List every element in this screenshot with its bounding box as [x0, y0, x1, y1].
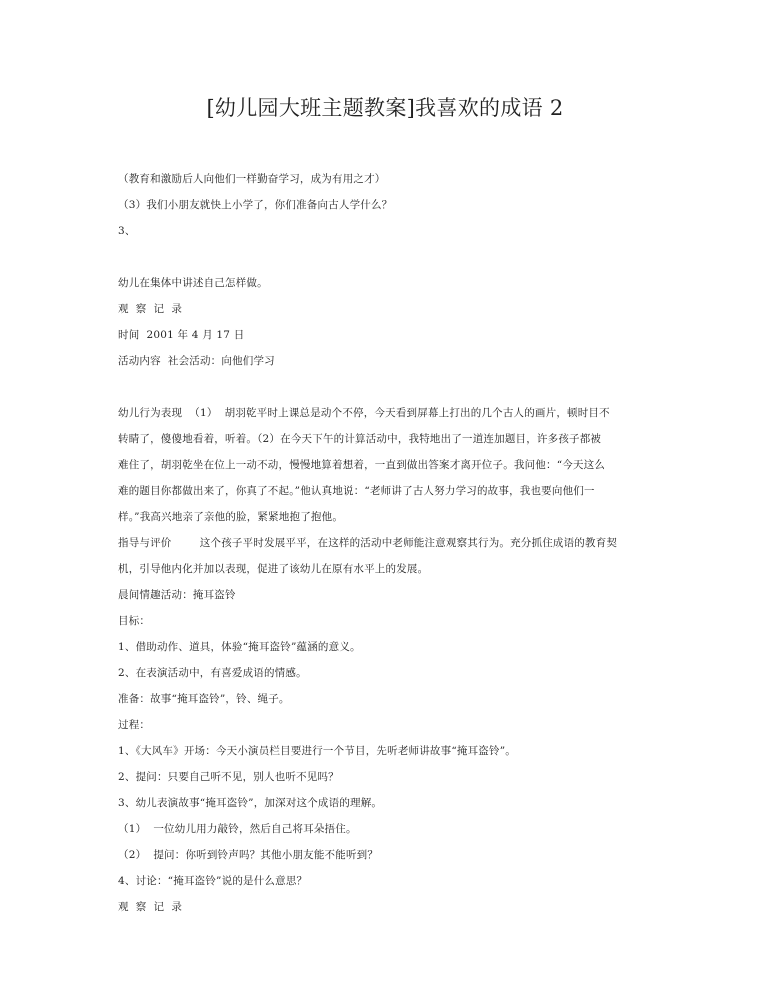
body-line: 活动内容 社会活动：向他们学习 — [118, 355, 275, 367]
body-line: 难住了，胡羽乾坐在位上一动不动，慢慢地算着想着，一直到做出答案才离开位子。我问他：“今天这么 — [118, 459, 606, 471]
body-line: 准备：故事“掩耳盗铃”，铃、绳子。 — [118, 693, 290, 705]
body-line: 幼儿行为表现 （1） 胡羽乾平时上课总是动个不停，今天看到屏幕上打出的几个古人的画片，顿时目不 — [118, 407, 610, 419]
blank-line — [118, 244, 652, 270]
body-line: （1） 一位幼儿用力敲铃，然后自己将耳朵捂住。 — [118, 823, 357, 835]
body-line: 2、在表演活动中，有喜爱成语的情感。 — [118, 667, 307, 679]
body-line: 晨间情趣活动：掩耳盗铃 — [118, 589, 236, 601]
body-line: 机，引导他内化并加以表现，促进了该幼儿在原有水平上的发展。 — [118, 563, 429, 575]
document-body — [118, 166, 652, 920]
body-line: （教育和激励后人向他们一样勤奋学习，成为有用之才） — [118, 173, 386, 185]
body-line: 时间 2001 年 4 月 17 日 — [118, 329, 245, 341]
body-line: 3、幼儿表演故事“掩耳盗铃”，加深对这个成语的理解。 — [118, 797, 383, 809]
body-line: 2、提问：只要自己听不见，别人也听不见吗？ — [118, 771, 339, 783]
section-heading: 观 察 记 录 — [118, 303, 183, 315]
body-line: （3）我们小朋友就快上小学了，你们准备向古人学什么？ — [118, 199, 393, 211]
section-heading: 观 察 记 录 — [118, 901, 183, 913]
body-line: 3、 — [118, 225, 136, 237]
body-line: 难的题目你都做出来了，你真了不起。”他认真地说：“老师讲了古人努力学习的故事，我也要向他们一 — [118, 485, 595, 497]
body-line: 目标： — [118, 615, 151, 627]
document-title: [幼儿园大班主题教案]我喜欢的成语 2 — [206, 96, 564, 120]
body-line: 1、《大风车》开场：今天小演员栏目要进行一个节目，先听老师讲故事“掩耳盗铃”。 — [118, 745, 516, 757]
body-line: 1、借助动作、道具，体验“掩耳盗铃”蕴涵的意义。 — [118, 641, 361, 653]
body-line: 过程： — [118, 719, 151, 731]
body-line: 指导与评价 这个孩子平时发展平平，在这样的活动中老师能注意观察其行为。充分抓住成语的教育契 — [118, 537, 618, 549]
body-line: 转睛了，傻傻地看着，听着。（2）在今天下午的计算活动中，我特地出了一道连加题目，许多孩子都被 — [118, 433, 602, 445]
body-line: 样。”我高兴地亲了亲他的脸，紧紧地抱了抱他。 — [118, 511, 344, 523]
body-line: 幼儿在集体中讲述自己怎样做。 — [118, 277, 268, 289]
body-line: （2） 提问：你听到铃声吗？其他小朋友能不能听到？ — [118, 849, 379, 861]
body-line: 4、讨论：“掩耳盗铃”说的是什么意思？ — [118, 875, 308, 887]
blank-line — [118, 374, 652, 400]
